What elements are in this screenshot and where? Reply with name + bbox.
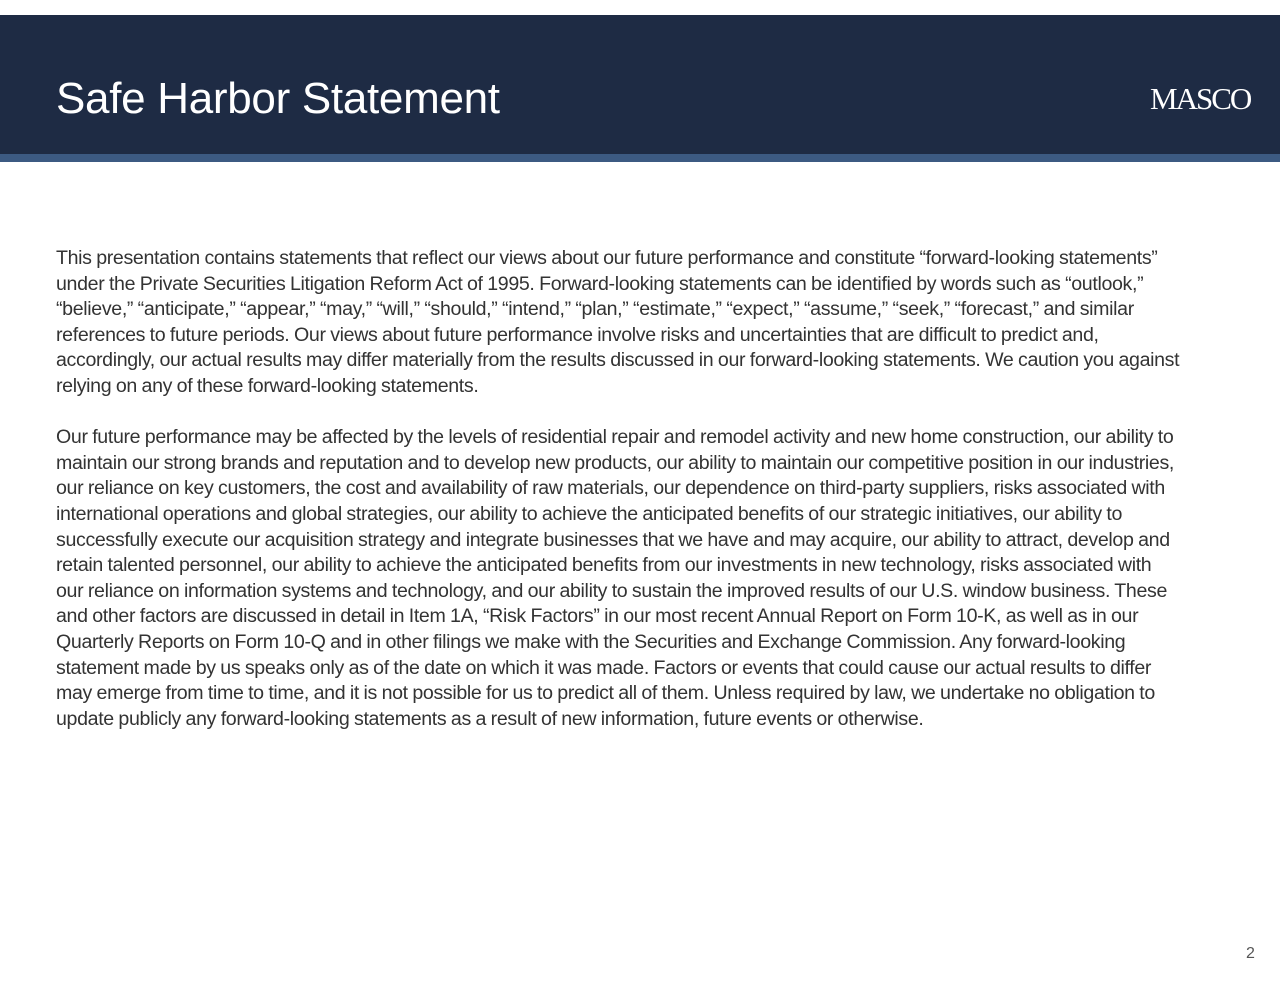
page-number: 2	[1246, 945, 1255, 962]
masco-logo: MASCO	[1150, 81, 1251, 116]
paragraph-forward-looking-statements: This presentation contains statements that reflect our views about our future performance and constitute “forward-looking statements” under the Private Securities Litigation Reform Act of 1995. Forward-looking statements can be identified by words such as “outlook,” “believe,” “anticipate,” “appear,” “may,” “will,” “should,” “intend,” “plan,” “estimate,” “expect,” “assume,” “seek,” “forecast,” and similar references to future periods. Our views about future performance involve risks and uncertainties that are difficult to predict and, accordingly, our actual results may differ materially from the results discussed in our forward-looking statements. We caution you against relying on any of these forward-looking statements.	[56, 247, 1180, 397]
slide-header-bar	[0, 15, 1280, 154]
safe-harbor-body	[56, 246, 1181, 732]
paragraph-risk-factors: Our future performance may be affected by the levels of residential repair and remodel activity and new home construction, our ability to maintain our strong brands and reputation and to develop new products, our ability to maintain our competitive position in our industries, our reliance on key customers, the cost and availability of raw materials, our dependence on third-party suppliers, risks associated with international operations and global strategies, our ability to achieve the anticipated benefits of our strategic initiatives, our ability to successfully execute our acquisition strategy and integrate businesses that we have and may acquire, our ability to attract, develop and retain talented personnel, our ability to achieve the anticipated benefits from our investments in new technology, risks associated with our reliance on information systems and technology, and our ability to sustain the improved results of our U.S. window business. These and other factors are discussed in detail in Item 1A, “Risk Factors” in our most recent Annual Report on Form 10-K, as well as in our Quarterly Reports on Form 10-Q and in other filings we make with the Securities and Exchange Commission. Any forward-looking statement made by us speaks only as of the date on which it was made. Factors or events that could cause our actual results to differ may emerge from time to time, and it is not possible for us to predict all of them. Unless required by law, we undertake no obligation to update publicly any forward-looking statements as a result of new information, future events or otherwise.	[56, 426, 1175, 730]
header-accent-rule	[0, 154, 1280, 162]
slide-title: Safe Harbor Statement	[56, 74, 500, 123]
top-margin-strip	[0, 0, 1280, 15]
